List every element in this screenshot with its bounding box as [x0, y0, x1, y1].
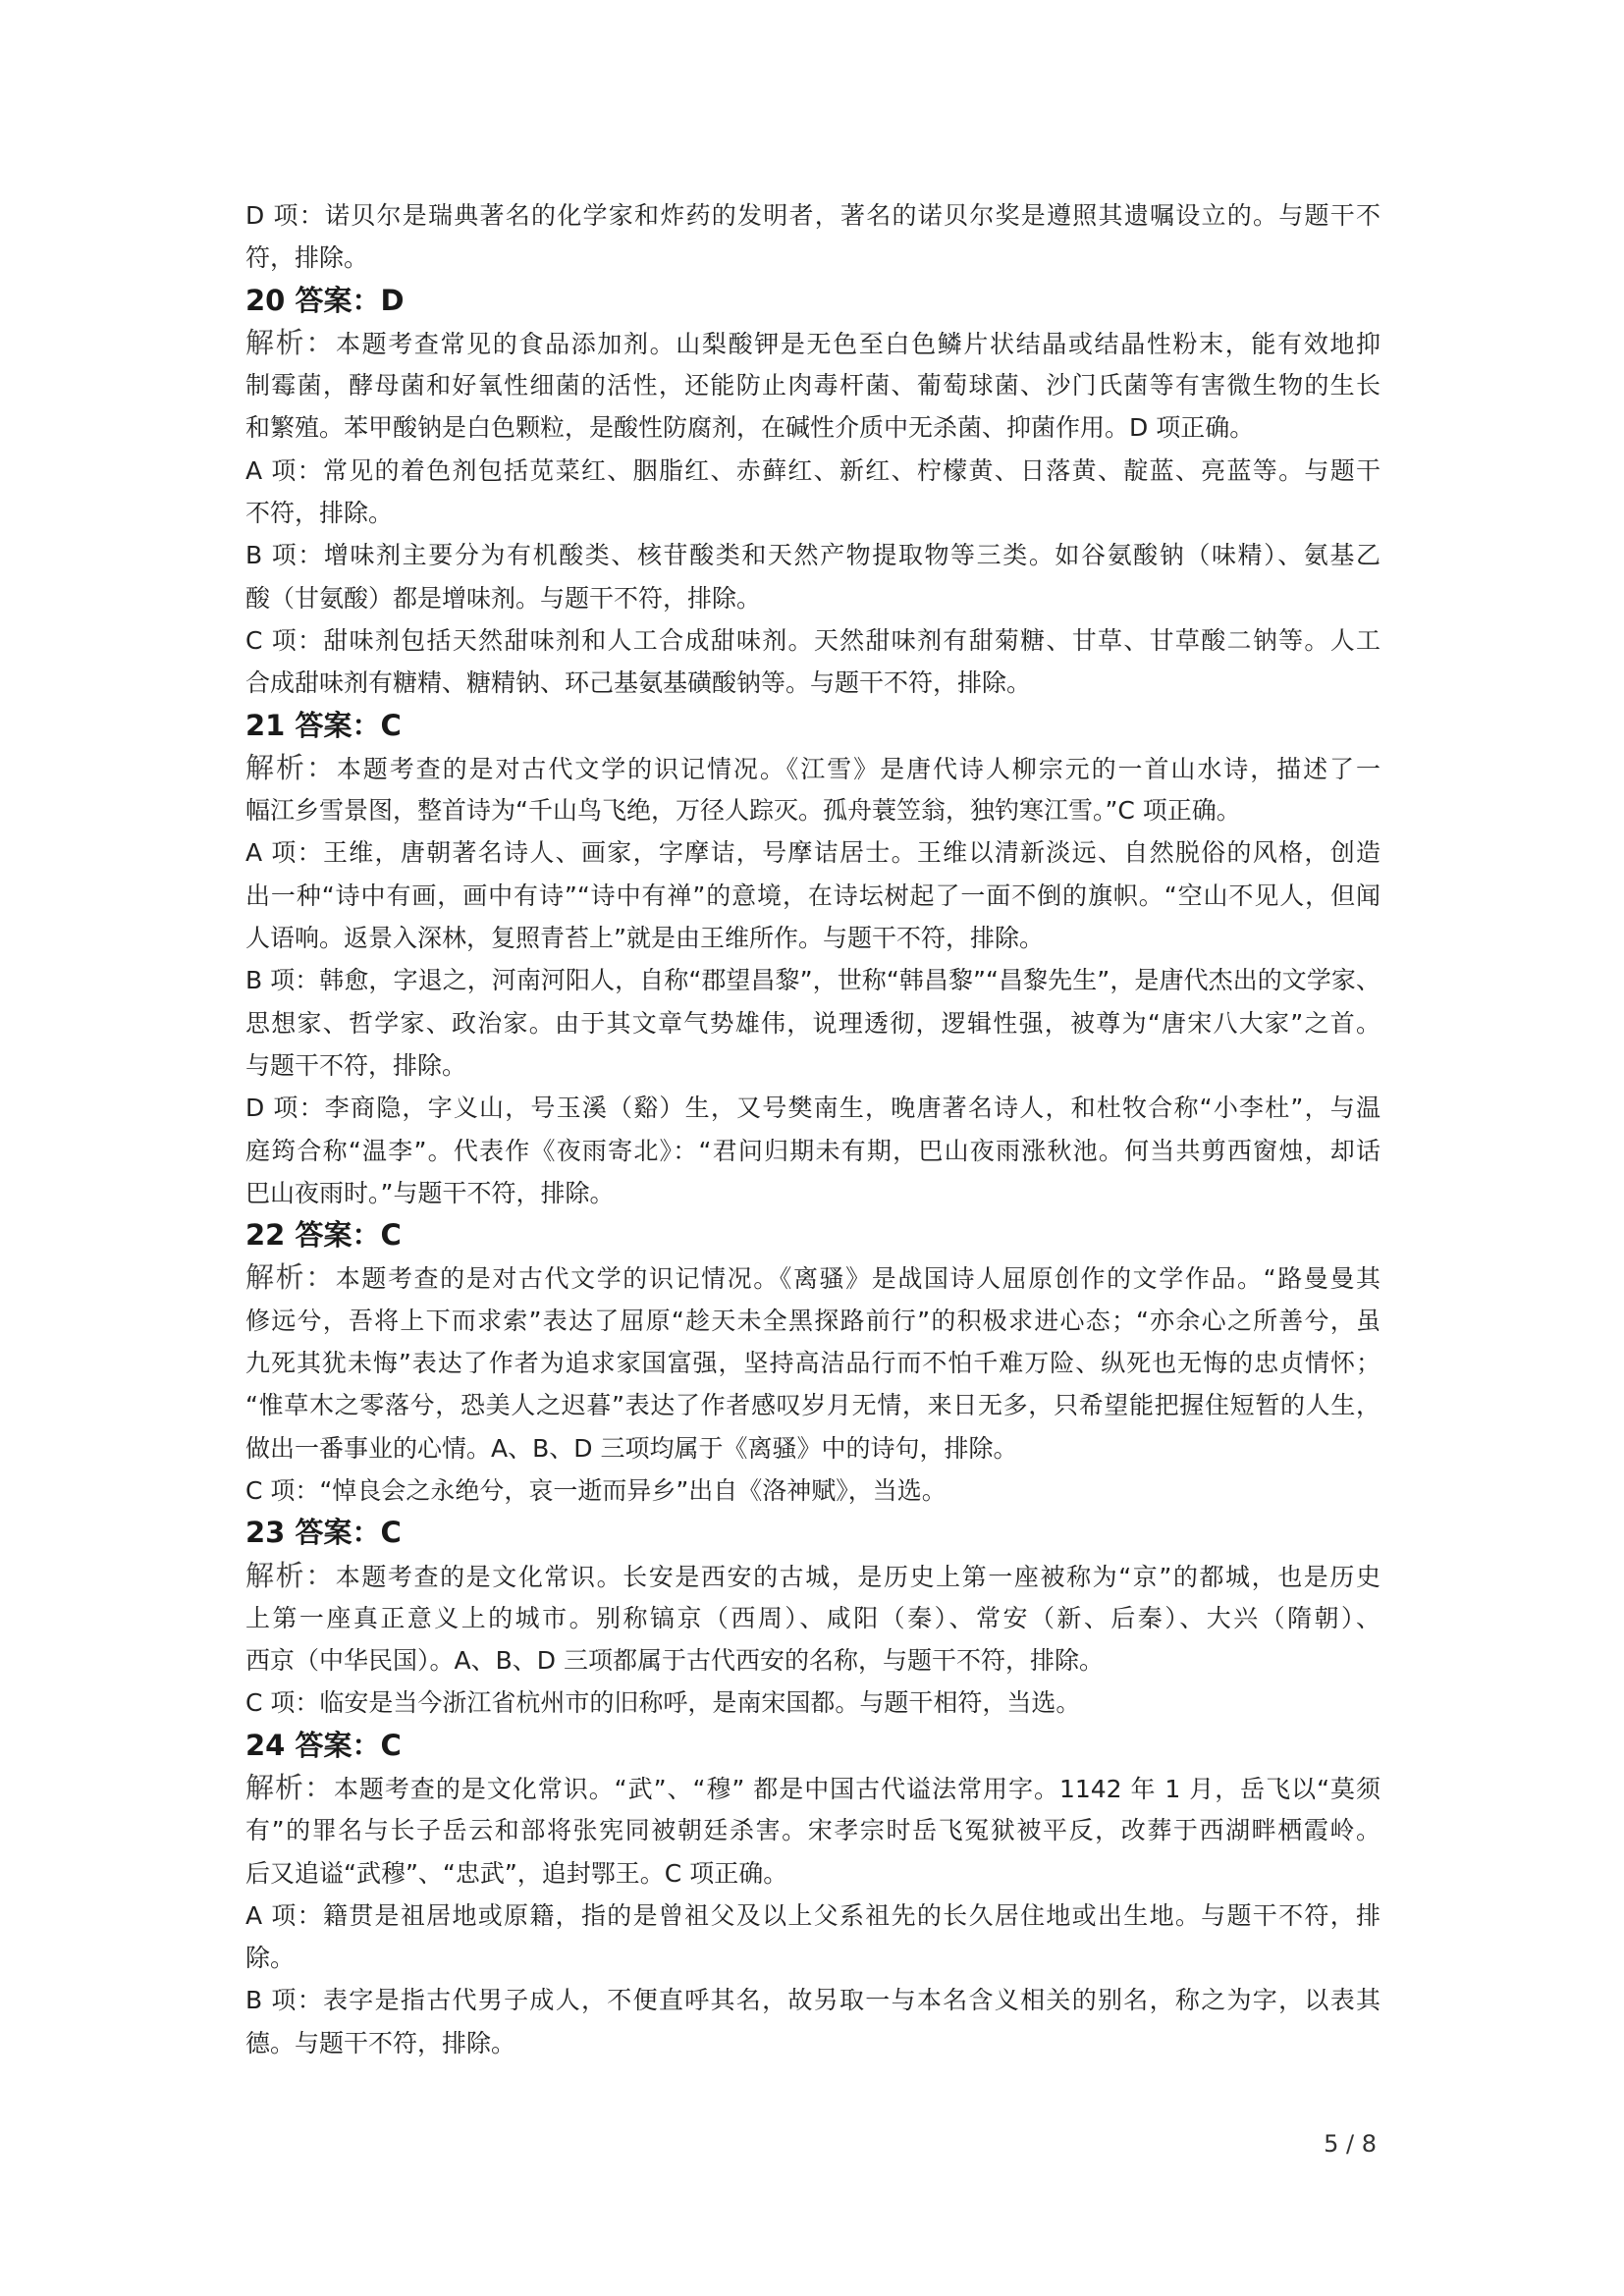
- option-line: 与题干不符，排除。: [245, 1050, 467, 1080]
- analysis-paragraph: [245, 747, 1380, 832]
- option-line: B 项：增味剂主要分为有机酸类、核苷酸类和天然产物提取物等三类。如谷氨酸钠（味精）、氨基乙: [245, 541, 1380, 570]
- question-block: [245, 705, 1380, 1215]
- option-paragraph: [245, 534, 1380, 619]
- analysis-line: [245, 1767, 1380, 1809]
- analysis-line: [245, 747, 1380, 789]
- option-paragraph: [245, 831, 1380, 959]
- question-block: [245, 280, 1380, 705]
- analysis-label: 解析：: [245, 1558, 336, 1592]
- option-paragraph: [245, 1682, 1380, 1724]
- option-line: 合成甜味剂有糖精、糖精钠、环己基氨基磺酸钠等。与题干不符，排除。: [245, 668, 1032, 698]
- page-content: [245, 194, 1380, 2064]
- option-line: 出一种“诗中有画，画中有诗”“诗中有禅”的意境，在诗坛树起了一面不倒的旗帜。“空山不见人，但闻: [245, 881, 1380, 910]
- option-line: A 项：王维，唐朝著名诗人、画家，字摩诘，号摩诘居士。王维以清新淡远、自然脱俗的风格，创造: [245, 838, 1380, 868]
- answer-heading: 21 答案：C: [245, 708, 402, 742]
- question-block: [245, 1725, 1380, 2064]
- option-paragraph: [245, 1087, 1380, 1214]
- option-line: 思想家、哲学家、政治家。由于其文章气势雄伟，说理透彻，逻辑性强，被尊为“唐宋八大家”之首。: [245, 1008, 1380, 1038]
- option-line: B 项：韩愈，字退之，河南河阳人，自称“郡望昌黎”，世称“韩昌黎”“昌黎先生”，是唐代杰出的文学家、: [245, 966, 1380, 995]
- option-line: D 项：李商隐，字义山，号玉溪（谿）生，又号樊南生，晚唐著名诗人，和杜牧合称“小李杜”，与温: [245, 1094, 1380, 1123]
- analysis-paragraph: [245, 322, 1380, 450]
- option-paragraph: [245, 194, 1380, 280]
- analysis-paragraph: [245, 1256, 1380, 1468]
- analysis-line: 制霉菌，酵母菌和好氧性细菌的活性，还能防止肉毒杆菌、葡萄球菌、沙门氏菌等有害微生物的生长: [245, 371, 1380, 400]
- analysis-line: 和繁殖。苯甲酸钠是白色颗粒，是酸性防腐剂，在碱性介质中无杀菌、抑菌作用。D 项正确。: [245, 413, 1255, 443]
- option-paragraph: [245, 450, 1380, 535]
- analysis-line: 后又追谥“武穆”、“忠武”，追封鄂王。C 项正确。: [245, 1858, 788, 1888]
- analysis-text: 本题考查的是对古代文学的识记情况。《江雪》是唐代诗人柳宗元的一首山水诗，描述了一: [336, 754, 1380, 783]
- analysis-paragraph: [245, 1767, 1380, 1895]
- answer-heading: 22 答案：C: [245, 1218, 402, 1253]
- analysis-line: 西京（中华民国）。A、B、D 三项都属于古代西安的名称，与题干不符，排除。: [245, 1646, 1104, 1676]
- analysis-line: [245, 322, 1380, 364]
- analysis-text: 本题考查的是对古代文学的识记情况。《离骚》是战国诗人屈原创作的文学作品。“路曼曼其: [335, 1264, 1380, 1294]
- option-line: 不符，排除。: [245, 499, 394, 528]
- option-line: B 项：表字是指古代男子成人，不便直呼其名，故另取一与本名含义相关的别名，称之为字，以表其: [245, 1986, 1380, 2015]
- analysis-line: 上第一座真正意义上的城市。别称镐京（西周）、咸阳（秦）、常安（新、后秦）、大兴（隋朝）、: [245, 1603, 1380, 1632]
- option-line: D 项：诺贝尔是瑞典著名的化学家和炸药的发明者，著名的诺贝尔奖是遵照其遗嘱设立的。与题干不: [245, 201, 1380, 230]
- analysis-line: “惟草木之零落兮，恐美人之迟暮”表达了作者感叹岁月无情，来日无多，只希望能把握住短暂的人生，: [245, 1391, 1380, 1420]
- analysis-line: 有”的罪名与长子岳云和部将张宪同被朝廷杀害。宋孝宗时岳飞冤狱被平反，改葬于西湖畔栖霞岭。: [245, 1816, 1380, 1845]
- option-paragraph: [245, 1979, 1380, 2064]
- question-block: [245, 1512, 1380, 1724]
- option-line: C 项：“悼良会之永绝兮，哀一逝而异乡”出自《洛神赋》，当选。: [245, 1475, 947, 1505]
- question-block: [245, 1214, 1380, 1512]
- option-paragraph: [245, 619, 1380, 705]
- analysis-label: 解析：: [245, 325, 336, 359]
- option-line: C 项：甜味剂包括天然甜味剂和人工合成甜味剂。天然甜味剂有甜菊糖、甘草、甘草酸二钠等。人工: [245, 625, 1380, 655]
- analysis-line: 幅江乡雪景图，整首诗为“千山鸟飞绝，万径人踪灭。孤舟蓑笠翁，独钓寒江雪。”C 项正确。: [245, 796, 1241, 826]
- analysis-label: 解析：: [245, 750, 337, 784]
- option-line: 符，排除。: [245, 243, 369, 273]
- analysis-line: [245, 1555, 1380, 1597]
- analysis-text: 本题考查的是文化常识。“武”、“穆” 都是中国古代谥法常用字。1142 年 1 月，岳飞以“莫须: [333, 1774, 1380, 1803]
- analysis-line: 九死其犹未悔”表达了作者为追求家国富强，坚持高洁品行而不怕千难万险、纵死也无悔的忠贞情怀；: [245, 1349, 1380, 1378]
- analysis-line: 修远兮，吾将上下而求索”表达了屈原“趁天未全黑探路前行”的积极求进心态；“亦余心之所善兮，虽: [245, 1306, 1380, 1335]
- option-paragraph: [245, 1469, 1380, 1512]
- option-line: 巴山夜雨时。”与题干不符，排除。: [245, 1178, 615, 1207]
- option-line: C 项：临安是当今浙江省杭州市的旧称呼，是南宋国都。与题干相符，当选。: [245, 1688, 1081, 1718]
- answer-heading: 24 答案：C: [245, 1728, 402, 1762]
- analysis-line: 做出一番事业的心情。A、B、D 三项均属于《离骚》中的诗句，排除。: [245, 1433, 1018, 1463]
- option-line: 除。: [245, 1944, 296, 1973]
- option-line: 庭筠合称“温李”。代表作《夜雨寄北》：“君问归期未有期，巴山夜雨涨秋池。何当共剪西窗烛，却话: [245, 1136, 1380, 1165]
- option-line: 德。与题干不符，排除。: [245, 2028, 516, 2057]
- analysis-label: 解析：: [245, 1260, 336, 1295]
- answer-heading: 20 答案：D: [245, 283, 405, 317]
- option-line: 人语响。返景入深林，复照青苔上”就是由王维所作。与题干不符，排除。: [245, 924, 1044, 953]
- option-line: A 项：常见的着色剂包括苋菜红、胭脂红、赤藓红、新红、柠檬黄、日落黄、靛蓝、亮蓝等。与题干: [245, 455, 1380, 485]
- analysis-paragraph: [245, 1555, 1380, 1682]
- analysis-line: [245, 1256, 1380, 1299]
- page-number: 5 / 8: [1324, 2130, 1377, 2158]
- analysis-text: 本题考查常见的食品添加剂。山梨酸钾是无色至白色鳞片状结晶或结晶性粉末，能有效地抑: [335, 329, 1380, 358]
- analysis-text: 本题考查的是文化常识。长安是西安的古城，是历史上第一座被称为“京”的都城，也是历史: [335, 1562, 1380, 1591]
- option-paragraph: [245, 959, 1380, 1087]
- answer-heading: 23 答案：C: [245, 1516, 402, 1550]
- option-paragraph: [245, 1895, 1380, 1980]
- option-line: A 项：籍贯是祖居地或原籍，指的是曾祖父及以上父系祖先的长久居住地或出生地。与题干不符，排: [245, 1900, 1380, 1930]
- analysis-label: 解析：: [245, 1770, 334, 1804]
- option-line: 酸（甘氨酸）都是增味剂。与题干不符，排除。: [245, 583, 762, 613]
